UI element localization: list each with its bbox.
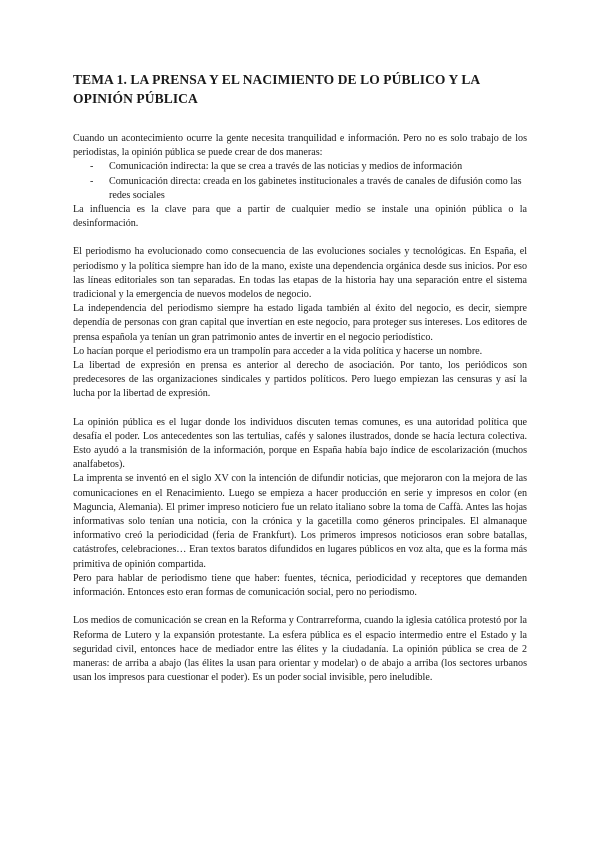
independence-paragraph: La independencia del periodismo siempre ha estado ligada también al éxito del negocio, es decir, siempre dependía de personas con gran capital que invertían en este negocio, para proteger sus intereses. Los editores de prensa española ya tenían un gran patrimonio antes de invertir en el negocio periodístico. [73,303,527,343]
journalism-evolution-paragraph: El periodismo ha evolucionado como consecuencia de las evoluciones sociales y tecnológicas. En España, el periodismo y la política siempre han ido de la mano, existe una dependencia orgánica desde sus inicios. Por eso las líneas editoriales son tan separadas. En todas las etapas de la historia hay una separación entre el sistema tradicional y la emergencia de nuevos modelos de negocio. [73,246,527,301]
intro-paragraph: Cuando un acontecimiento ocurre la gente necesita tranquilidad e información. Pero no es solo trabajo de los periodistas, la opinión pública se puede crear de dos maneras: [73,133,527,159]
list-item: - Comunicación directa: creada en los gabinetes institucionales a través de canales de difusión como las redes sociales [73,175,527,203]
paragraph-gap [73,402,527,416]
journalism-requirements-paragraph: Pero para hablar de periodismo tiene que haber: fuentes, técnica, periodicidad y receptores que demanden información. Entonces esto eran formas de comunicación social, pero no periodismo. [73,572,527,599]
document-title: TEMA 1. LA PRENSA Y EL NACIMIENTO DE LO PÚBLICO Y LA OPINIÓN PÚBLICA [73,72,480,106]
list-item: - Comunicación indirecta: la que se crea a través de las noticias y medios de información [73,160,527,174]
freedom-paragraph: La libertad de expresión en prensa es anterior al derecho de asociación. Por tanto, los periódicos son predecesores de las organizaciones sindicales y partidos políticos. Pero luego empiezan las censuras y así la lucha por la libertad de expresión. [73,360,527,400]
media-paragraph: Los medios de comunicación se crean en la Reforma y Contrarreforma, cuando la iglesia católica protestó por la Reforma de Lutero y la expansión protestante. La esfera pública es el espacio intermedio entre el Estado y la seguridad civil, entonces hace de mediador entre las élites y la ciudadanía. La opinión pública se crea de 2 maneras: de arriba a abajo (las élites la usan para orientar y modelar) o de abajo a arriba (los sectores urbanos usan los impresos para cuestionar el poder). Es un poder social invisible, pero ineludible. [73,615,527,684]
paragraph-gap [73,600,527,614]
public-opinion-paragraph: La opinión pública es el lugar donde los individuos discuten temas comunes, es una autoridad política que desafía el poder. Los antecedentes son las tertulias, cafés y salones ilustrados, donde se hacía lectura colectiva. Esto ayudó a la transmisión de la información, porque en España había bajo índice de escolarización (muchos analfabetos). [73,416,527,471]
paragraph-gap [73,231,527,245]
influence-paragraph: La influencia es la clave para que a partir de cualquier medio se instale una opinión pública o la desinformación. [73,204,527,230]
communication-list [73,160,527,203]
springboard-paragraph: Lo hacían porque el periodismo era un trampolín para acceder a la vida política y hacerse un nombre. [73,345,483,357]
printing-press-paragraph: La imprenta se inventó en el siglo XV con la intención de difundir noticias, que mejoraron con la mejora de las comunicaciones en el Renacimiento. Luego se empieza a hacer producción en serie y impresos en color (en Maguncia, Alemania). El primer impreso noticiero fue un relato italiano sobre la toma de Caffà. Antes las hojas informativas solo tenían una noticia, con la crónica y la gacetilla como géneros principales. El almanaque informativo creó la periodicidad (feria de Frankfurt). Los primeros impresos noticiosos eran sobre batallas, catástrofes, celebraciones… Eran textos baratos difundidos en lugares públicos en voz alta, que es la forma más primitiva de opinión compartida. [73,473,527,570]
